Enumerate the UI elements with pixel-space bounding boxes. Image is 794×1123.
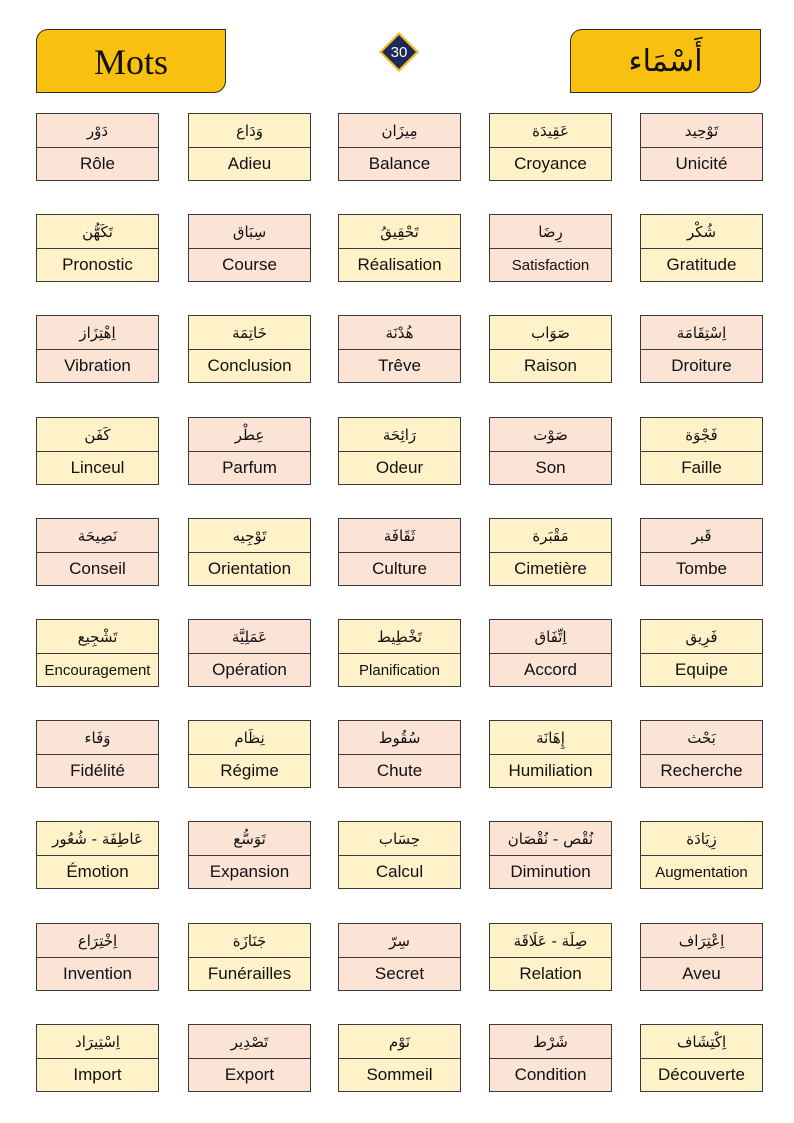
french-word: Rôle — [80, 154, 115, 173]
vocab-card — [640, 720, 763, 788]
vocab-card — [188, 113, 311, 181]
french-word: Cimetière — [514, 559, 587, 578]
arabic-word: اِسْتِقَامَة — [641, 316, 762, 350]
french-word: Conseil — [69, 559, 126, 578]
french-word: Export — [224, 1065, 275, 1084]
vocab-card — [338, 1024, 461, 1092]
vocab-card — [188, 518, 311, 586]
vocab-card — [338, 821, 461, 889]
french-word: Diminution — [510, 862, 591, 881]
vocab-card — [489, 821, 612, 889]
arabic-word: اِخْتِرَاع — [37, 924, 158, 958]
vocab-card — [36, 619, 159, 687]
arabic-word: صَوَاب — [490, 316, 611, 350]
arabic-word: فَجْوَة — [641, 418, 762, 452]
vocab-card — [489, 417, 612, 485]
vocab-card — [188, 923, 311, 991]
french-word: Conclusion — [207, 356, 292, 375]
vocab-card — [36, 315, 159, 383]
french-word: Faille — [681, 458, 722, 477]
arabic-word: سُقُوط — [339, 721, 460, 755]
header-title-arabic — [570, 29, 761, 93]
vocab-card — [489, 923, 612, 991]
page-number: 30 — [390, 43, 408, 61]
vocab-card — [188, 417, 311, 485]
french-word: Augmentation — [655, 863, 748, 881]
arabic-word: بَحْث — [641, 721, 762, 755]
arabic-word: اِتِّفَاق — [490, 620, 611, 654]
french-word: Adieu — [227, 154, 272, 173]
arabic-word: شَرْط — [490, 1025, 611, 1059]
vocab-card — [489, 113, 612, 181]
french-word: Relation — [519, 964, 582, 983]
vocab-card — [338, 113, 461, 181]
arabic-word: جَنَازَة — [189, 924, 310, 958]
arabic-word: حِسَاب — [339, 822, 460, 856]
french-word: Import — [73, 1065, 122, 1084]
french-word: Invention — [63, 964, 132, 983]
french-word: Accord — [524, 660, 577, 679]
french-word: Droiture — [671, 356, 732, 375]
french-word: Condition — [514, 1065, 587, 1084]
arabic-word: فَرِيق — [641, 620, 762, 654]
french-word: Odeur — [375, 458, 424, 477]
french-word: Pronostic — [62, 255, 133, 274]
french-word: Sommeil — [366, 1065, 433, 1084]
french-word: Culture — [372, 559, 427, 578]
arabic-word: صِلَة - عَلَاقَة — [490, 924, 611, 958]
header-title-arabic-text: أَسْمَاء — [628, 43, 703, 79]
vocab-card — [338, 315, 461, 383]
arabic-word: عَاطِفَة - شُعُور — [37, 822, 158, 856]
vocab-card — [338, 417, 461, 485]
arabic-word: مَقْبَرة — [490, 519, 611, 553]
vocab-card — [640, 1024, 763, 1092]
vocab-card — [489, 518, 612, 586]
french-word: Tombe — [675, 559, 728, 578]
arabic-word: تَكَهُّن — [37, 215, 158, 249]
vocab-card — [188, 315, 311, 383]
arabic-word: نِظَام — [189, 721, 310, 755]
arabic-word: زِيَادَة — [641, 822, 762, 856]
french-word: Opération — [212, 660, 287, 679]
page-number-badge — [379, 32, 419, 72]
vocab-card — [36, 1024, 159, 1092]
arabic-word: اِهْتِزَاز — [37, 316, 158, 350]
arabic-word: خَاتِمَة — [189, 316, 310, 350]
french-word: Gratitude — [666, 255, 737, 274]
vocab-card — [188, 619, 311, 687]
french-word: Calcul — [375, 862, 424, 881]
arabic-word: اِسْتِيرَاد — [37, 1025, 158, 1059]
arabic-word: تَخْطِيط — [339, 620, 460, 654]
vocab-card — [338, 923, 461, 991]
arabic-word: عِطْر — [189, 418, 310, 452]
vocab-card — [640, 518, 763, 586]
arabic-word: قَبر — [641, 519, 762, 553]
arabic-word: تَوْجِيه — [189, 519, 310, 553]
vocab-card — [489, 315, 612, 383]
arabic-word: إِهَانَة — [490, 721, 611, 755]
vocab-card — [640, 619, 763, 687]
arabic-word: عَمَلِيَّة — [189, 620, 310, 654]
vocab-card — [338, 720, 461, 788]
vocab-card — [640, 315, 763, 383]
arabic-word: اِكْتِشَاف — [641, 1025, 762, 1059]
french-word: Trêve — [378, 356, 421, 375]
french-word: Régime — [220, 761, 279, 780]
french-word: Orientation — [207, 559, 292, 578]
arabic-word: تَصْدِير — [189, 1025, 310, 1059]
arabic-word: شُكْر — [641, 215, 762, 249]
arabic-word: رَائِحَة — [339, 418, 460, 452]
vocab-card — [640, 923, 763, 991]
french-word: Aveu — [682, 964, 721, 983]
french-word: Chute — [376, 761, 423, 780]
french-word: Satisfaction — [511, 256, 590, 274]
french-word: Parfum — [222, 458, 277, 477]
vocab-card — [188, 214, 311, 282]
french-word: Course — [222, 255, 277, 274]
french-word: Humiliation — [508, 761, 593, 780]
arabic-word: صَوْت — [490, 418, 611, 452]
header-title-french — [36, 29, 226, 93]
vocab-card — [640, 821, 763, 889]
arabic-word: نَوْم — [339, 1025, 460, 1059]
arabic-word: وَدَاع — [189, 114, 310, 148]
arabic-word: تَحْقِيقُ — [339, 215, 460, 249]
french-word: Encouragement — [44, 661, 151, 679]
arabic-word: دَوْر — [37, 114, 158, 148]
french-word: Planification — [359, 661, 440, 679]
arabic-word: رِضَا — [490, 215, 611, 249]
vocab-card — [489, 619, 612, 687]
vocab-card — [489, 214, 612, 282]
arabic-word: وَفَاء — [37, 721, 158, 755]
vocab-card — [36, 923, 159, 991]
vocab-card — [36, 417, 159, 485]
arabic-word: هُدْنَة — [339, 316, 460, 350]
vocab-card — [338, 214, 461, 282]
arabic-word: تَوَسُّع — [189, 822, 310, 856]
arabic-word: كَفَن — [37, 418, 158, 452]
vocab-card — [640, 113, 763, 181]
french-word: Émotion — [66, 862, 129, 881]
vocab-card — [188, 1024, 311, 1092]
vocab-card — [338, 619, 461, 687]
header-title-french-text: Mots — [93, 42, 169, 82]
arabic-word: سِبَاق — [189, 215, 310, 249]
french-word: Recherche — [660, 761, 743, 780]
arabic-word: عَقِيدَة — [490, 114, 611, 148]
french-word: Découverte — [658, 1065, 745, 1084]
french-word: Linceul — [70, 458, 125, 477]
french-word: Balance — [368, 154, 431, 173]
french-word: Funérailles — [207, 964, 292, 983]
french-word: Raison — [524, 356, 577, 375]
french-word: Réalisation — [357, 255, 442, 274]
vocab-card — [36, 113, 159, 181]
vocab-card — [489, 720, 612, 788]
vocab-card — [338, 518, 461, 586]
vocab-card — [188, 720, 311, 788]
vocab-card — [188, 821, 311, 889]
vocab-card — [36, 821, 159, 889]
vocab-card — [489, 1024, 612, 1092]
french-word: Unicité — [675, 154, 728, 173]
arabic-word: نَصِيحَة — [37, 519, 158, 553]
french-word: Croyance — [514, 154, 587, 173]
french-word: Son — [535, 458, 566, 477]
arabic-word: سِرّ — [339, 924, 460, 958]
vocab-card — [36, 720, 159, 788]
french-word: Fidélité — [70, 761, 125, 780]
arabic-word: ثَقَافَة — [339, 519, 460, 553]
vocab-card — [640, 417, 763, 485]
arabic-word: نُقْص - نُقْصَان — [490, 822, 611, 856]
vocab-card — [36, 214, 159, 282]
french-word: Equipe — [675, 660, 728, 679]
arabic-word: تَشْجِيع — [37, 620, 158, 654]
arabic-word: تَوْحِيد — [641, 114, 762, 148]
arabic-word: مِيزَان — [339, 114, 460, 148]
french-word: Vibration — [64, 356, 131, 375]
french-word: Expansion — [209, 862, 290, 881]
french-word: Secret — [374, 964, 425, 983]
vocab-card — [640, 214, 763, 282]
vocab-card — [36, 518, 159, 586]
arabic-word: اِعْتِرَاف — [641, 924, 762, 958]
